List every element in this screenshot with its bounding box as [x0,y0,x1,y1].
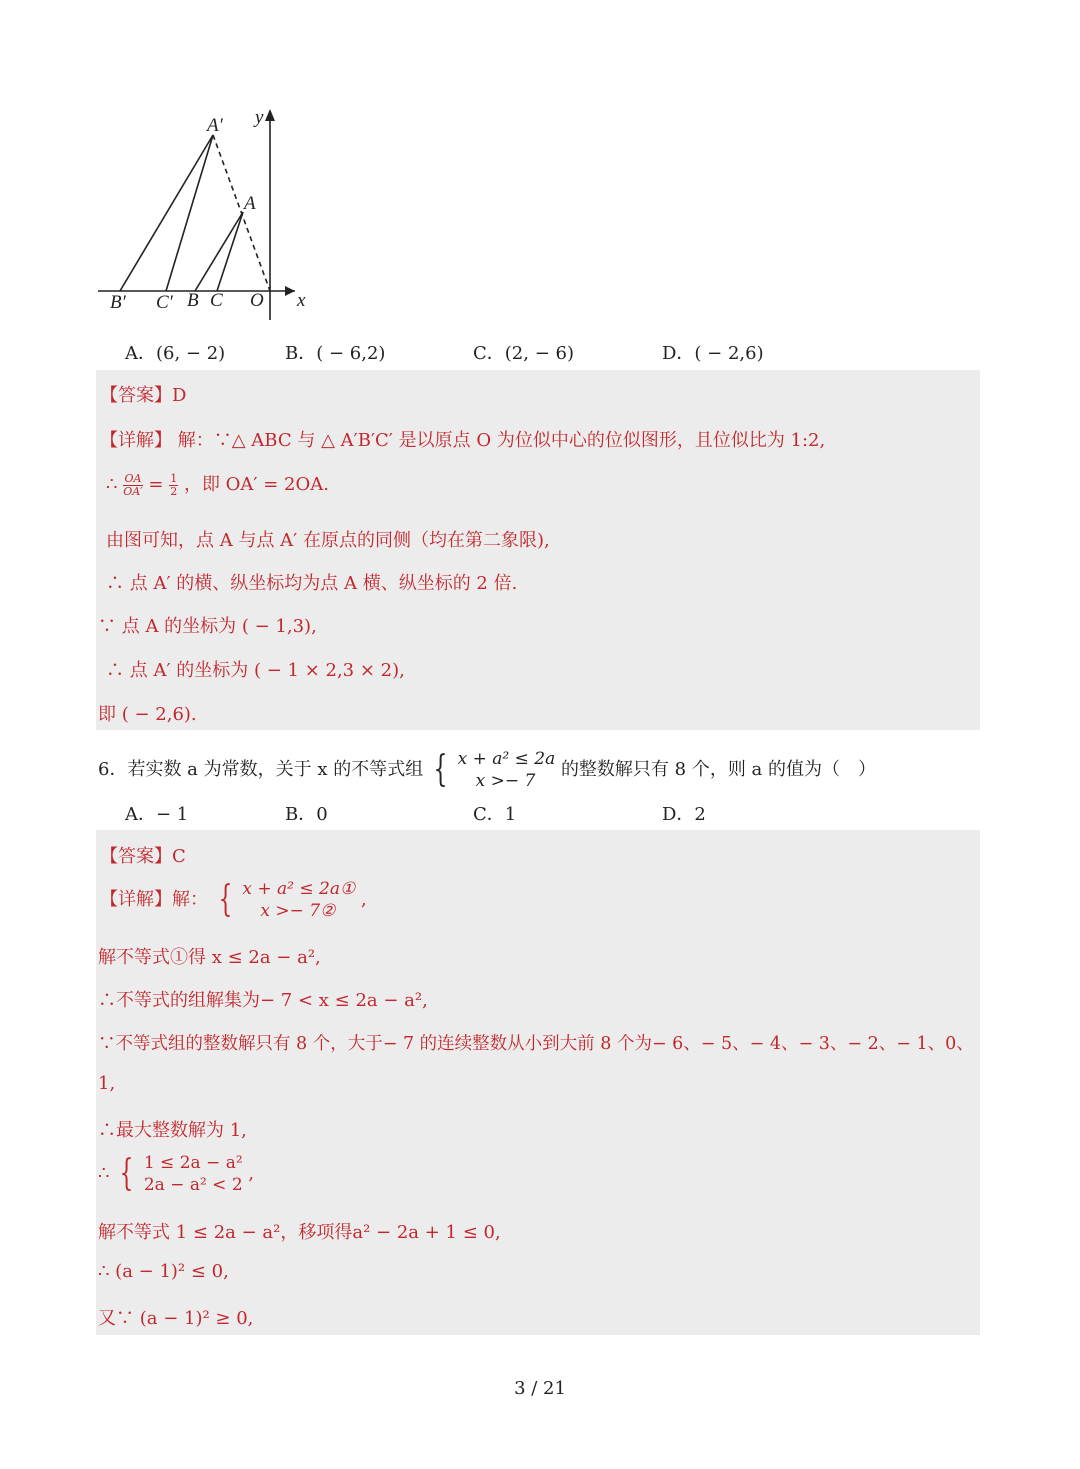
x-axis-arrow [285,286,295,296]
label-x: x [297,290,306,311]
label-a-prime: A′ [207,115,223,136]
q6-inequality-system: { x + a² ≤ 2a x >− 7 [433,749,556,791]
q5-detail-line-4: ∴ 点 A′ 的横、纵坐标均为点 A 横、纵坐标的 2 倍. [106,573,518,594]
y-axis-arrow [265,109,275,121]
q6-stem-after: 的整数解只有 8 个，则 a 的值为（ ） [560,759,877,780]
q6-answer-box [96,830,980,1335]
therefore-symbol: ∴ [106,474,118,495]
q5-choice-b: B．( − 6,2) [285,343,386,364]
segment-a-b [195,212,243,291]
label-y: y [255,107,264,128]
label-c: C [210,290,223,311]
answer-tag: 【答案】 [100,385,172,406]
q5-choice-d: D．( − 2,6) [662,343,764,364]
q6-system-2: { 1 ≤ 2a − a² 2a − a² < 2 [119,1153,243,1195]
q5-detail-line-7: 即 ( − 2,6). [98,704,197,725]
q6-detail-line-9: ∴ (a − 1)² ≤ 0, [98,1261,229,1282]
q6-choice-c: C．1 [473,804,517,825]
q6-stem-before: 6．若实数 a 为常数，关于 x 的不等式组 [98,759,424,780]
label-c-prime: C′ [156,292,173,313]
segment-a-prime-c-prime [166,135,213,291]
q6-detail-line-8: 解不等式 1 ≤ 2a − a²，移项得a² − 2a + 1 ≤ 0, [98,1222,501,1243]
q6-detail-line-5: 1, [98,1073,116,1094]
fraction-one-half: $\frac{1}{2}$ [170,471,178,498]
label-o: O [250,290,264,311]
q6-choice-b: B．0 [285,804,328,825]
q6-detail-line-6: ∴最大整数解为 1, [98,1120,247,1141]
q5-choice-a: A．(6, − 2) [125,343,226,364]
q5-detail-line-3: 由图可知，点 A 与点 A′ 在原点的同侧（均在第二象限), [106,530,550,551]
q5-answer-box [96,370,980,730]
q5-detail-text-2: ，即 OA′ = 2OA. [183,474,329,495]
q6-detail-line-4: ∵不等式组的整数解只有 8 个，大于− 7 的连续整数从小到大前 8 个为− 6、− 5、− 4、− 3、− 2、− 1、0、 [98,1034,974,1054]
q6-answer-value: C [172,846,186,867]
label-b: B [187,290,199,311]
q6-detail-line-10: 又∵ (a − 1)² ≥ 0, [98,1308,254,1329]
similarity-figure [90,95,330,320]
detail-tag: 【详解】 [100,430,172,451]
segment-a-prime-b-prime [120,135,213,291]
q6-stem [98,748,876,792]
q5-detail-line-5: ∵ 点 A 的坐标为 ( − 1,3), [98,616,317,637]
q6-detail-system: { x + a² ≤ 2a① x >− 7② [218,879,356,921]
label-b-prime: B′ [110,292,126,313]
q5-detail-line-6: ∴ 点 A′ 的坐标为 ( − 1 × 2,3 × 2), [106,660,405,681]
dashed-a-prime-o [213,135,270,291]
q5-choice-c: C．(2, − 6) [473,343,574,364]
q5-detail-line-1 [100,426,825,452]
fraction-oa-over-oa-prime: $\frac{OA}{OA'}$ [123,471,143,498]
q6-choice-a: A．− 1 [125,804,189,825]
q6-answer-line [100,842,186,868]
q5-answer-line [100,381,186,407]
q6-choice-d: D．2 [662,804,706,825]
label-a: A [244,193,256,214]
q6-detail-line-2: 解不等式①得 x ≤ 2a − a², [98,947,321,968]
q5-detail-line-2: ∴ $\frac{OA}{OA'}$ = $\frac{1}{2}$ ，即 OA′ = 2OA. [106,471,329,498]
q5-answer-value: D [172,385,187,406]
q6-detail-line-1: 【详解】解： { x + a² ≤ 2a① x >− 7② , [100,879,367,921]
q6-detail-line-3: ∴不等式的组解集为− 7 < x ≤ 2a − a², [98,990,428,1011]
q6-detail-line-7: ∴ { 1 ≤ 2a − a² 2a − a² < 2 , [98,1153,255,1195]
detail-tag: 【详解】 [100,889,172,910]
page-number: 3 / 21 [514,1378,566,1399]
q5-detail-text-1: 解：∵△ ABC 与 △ A′B′C′ 是以原点 O 为位似中心的位似图形，且位似比为 1:2, [177,430,826,451]
answer-tag: 【答案】 [100,846,172,867]
segment-a-c [217,212,243,291]
